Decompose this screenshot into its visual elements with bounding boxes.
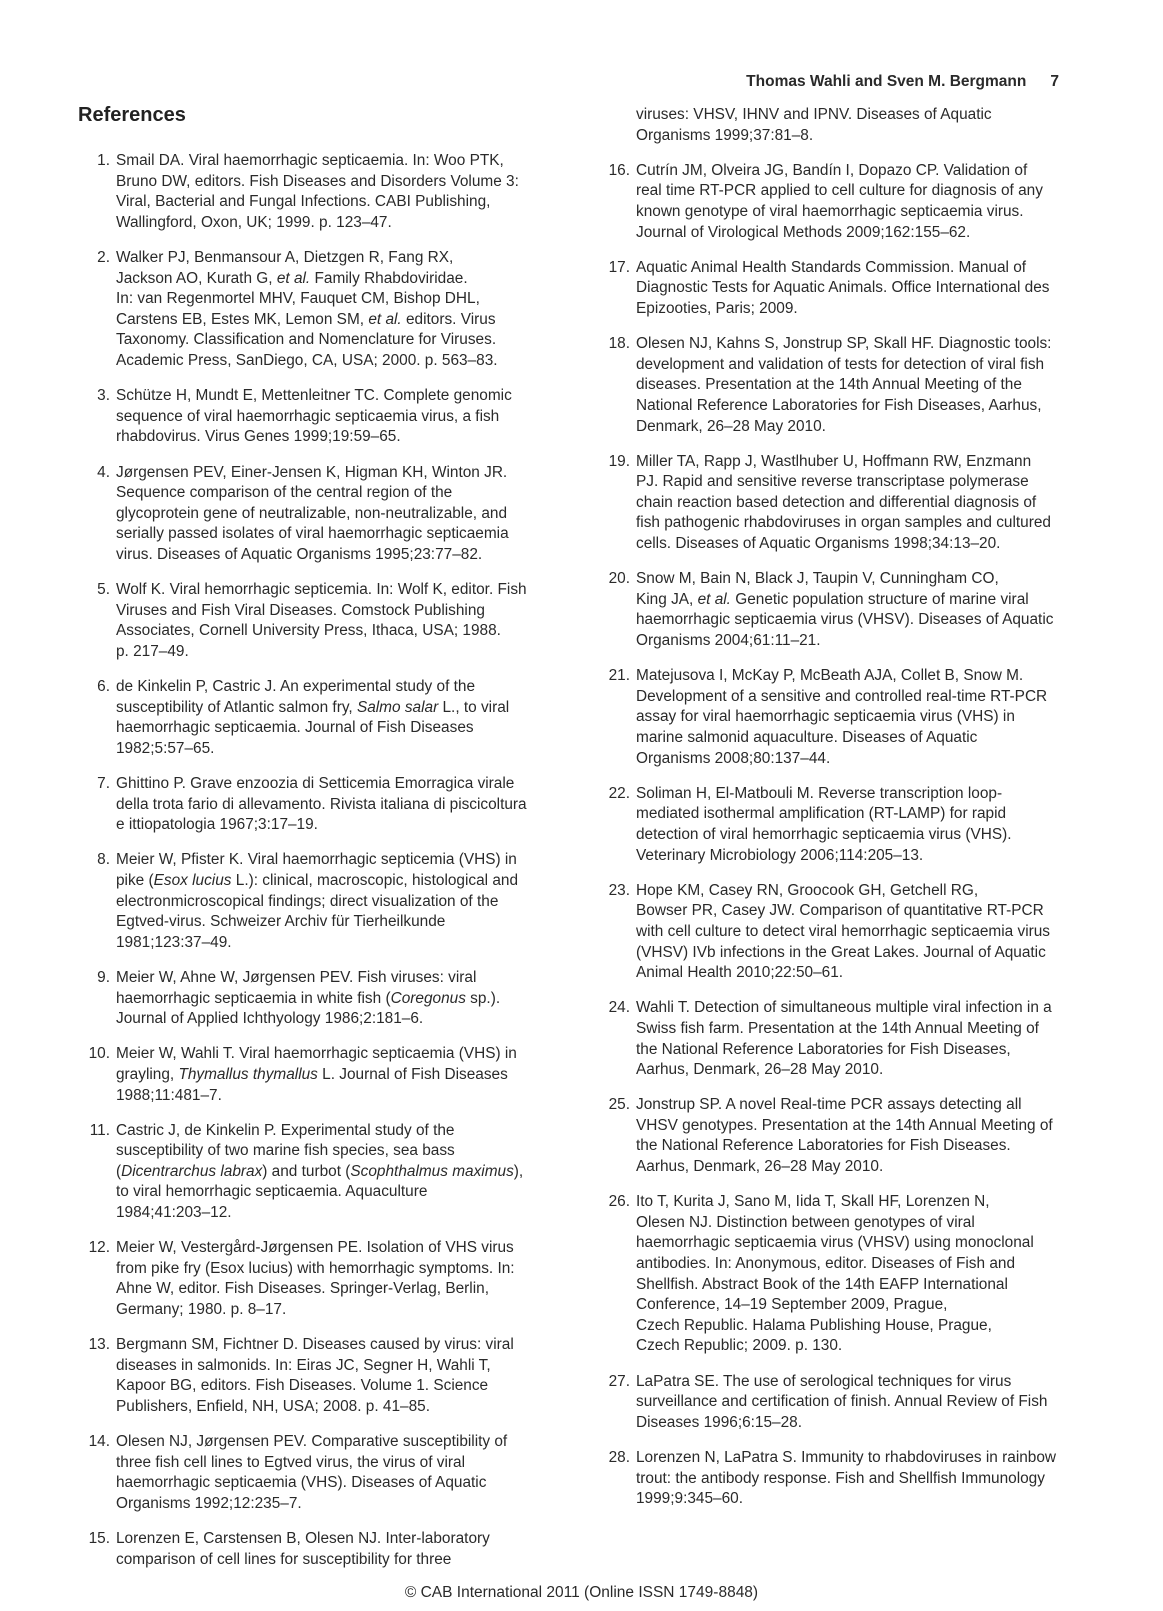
reference-text: Meier W, Vestergård-Jørgensen PE. Isolation of VHS virus from pike fry (Esox lucius) with hemorrhagic symptoms. In: Ahne W, editor. Fish Diseases. Springer-Verlag, Berlin, Germany; 1980. p. 8–17. <box>116 1239 515 1319</box>
reference-item <box>598 881 1092 984</box>
reference-text: Jonstrup SP. A novel Real-time PCR assays detecting all VHSV genotypes. Presentation at the 14th Annual Meeting of the National Reference Laboratories for Fish Diseases. Aarhus, Denmark, 26–28 May 2010. <box>636 1096 1053 1176</box>
reference-number: 18. <box>608 335 630 353</box>
reference-number: 22. <box>608 784 630 802</box>
reference-number: 10. <box>88 1045 110 1063</box>
reference-item <box>78 1432 570 1514</box>
references-list-left <box>78 151 570 1585</box>
reference-item <box>598 161 1092 243</box>
reference-continuation-text: viruses: VHSV, IHNV and IPNV. Diseases of Aquatic Organisms 1999;37:81–8. <box>636 106 992 144</box>
reference-text: Meier W, Pfister K. Viral haemorrhagic septicemia (VHS) in pike (Esox lucius L.): clinical, macroscopic, histological and electronmicroscopical findings; direct visualization of the Egtved-virus. Schweizer Archiv für Tierheilkunde 1981;123:37–49. <box>116 851 519 951</box>
reference-number: 13. <box>88 1336 110 1354</box>
reference-text: Ito T, Kurita J, Sano M, Iida T, Skall HF, Lorenzen N, Olesen NJ. Distinction between genotypes of viral haemorrhagic septicaemia virus (VHSV) using monoclonal antibodies. In: Anonymous, editor. Diseases of Fish and Shellfish. Abstract Book of the 14th EAFP International Conference, 14–19 September 2009, Prague, Czech Republic. Halama Publishing House, Prague, Czech Republic; 2009. p. 130. <box>636 1193 1034 1355</box>
reference-number: 12. <box>88 1239 110 1257</box>
running-head <box>746 73 1059 91</box>
reference-text: Aquatic Animal Health Standards Commission. Manual of Diagnostic Tests for Aquatic Animals. Office International des Epizooties, Paris; 2009. <box>636 258 1050 317</box>
reference-text: LaPatra SE. The use of serological techniques for virus surveillance and certification of finish. Annual Review of Fish Diseases 1996;6:15–28. <box>636 1372 1048 1431</box>
reference-item <box>78 1529 570 1570</box>
reference-text: Wahli T. Detection of simultaneous multiple viral infection in a Swiss fish farm. Presentation at the 14th Annual Meeting of the National Reference Laboratories for Fish Diseases, Aarhus, Denmark, 26–28 May 2010. <box>636 999 1052 1079</box>
reference-text: Ghittino P. Grave enzoozia di Setticemia Emorragica virale della trota fario di allevamento. Rivista italiana di piscicoltura e ittiopatologia 1967;3:17–19. <box>116 775 527 834</box>
reference-number: 2. <box>97 248 110 266</box>
reference-number: 20. <box>608 570 630 588</box>
reference-number: 3. <box>97 387 110 405</box>
references-list-right <box>598 105 1092 1524</box>
reference-number: 6. <box>97 678 110 696</box>
reference-item <box>78 386 570 448</box>
page-number: 7 <box>1050 73 1059 90</box>
reference-item <box>78 1238 570 1320</box>
reference-number: 26. <box>608 1193 630 1211</box>
reference-item <box>598 1372 1092 1434</box>
reference-text: Miller TA, Rapp J, Wastlhuber U, Hoffmann RW, Enzmann PJ. Rapid and sensitive reverse transcriptase polymerase chain reaction based detection and differential diagnosis of fish pathogenic rhabdoviruses in organ samples and cultured cells. Diseases of Aquatic Organisms 1998;34:13–20. <box>636 452 1051 553</box>
reference-number: 28. <box>608 1448 630 1466</box>
reference-item <box>78 1335 570 1417</box>
reference-text: Hope KM, Casey RN, Groocook GH, Getchell RG, Bowser PR, Casey JW. Comparison of quantitative RT-PCR with cell culture to detect viral hemorrhagic septicaemia virus (VHSV) IVb infections in the Great Lakes. Journal of Aquatic Animal Health 2010;22:50–61. <box>636 881 1051 982</box>
reference-text: Cutrín JM, Olveira JG, Bandín I, Dopazo CP. Validation of real time RT-PCR applied to cell culture for diagnosis of any known genotype of viral haemorrhagic septicaemia virus. Journal of Virological Methods 2009;162:155–62. <box>636 161 1043 241</box>
reference-item <box>78 677 570 759</box>
reference-text: Olesen NJ, Kahns S, Jonstrup SP, Skall HF. Diagnostic tools: development and validation of tests for detection of viral fish diseases. Presentation at the 14th Annual Meeting of the National Reference Laboratories for Fish Diseases, Aarhus, Denmark, 26–28 May 2010. <box>636 335 1052 435</box>
reference-item <box>78 151 570 233</box>
reference-item <box>598 334 1092 437</box>
reference-item <box>78 774 570 836</box>
reference-text: Smail DA. Viral haemorrhagic septicaemia. In: Woo PTK, Bruno DW, editors. Fish Diseases and Disorders Volume 3: Viral, Bacterial and Fungal Infections. CABI Publishing, Wallingford, Oxon, UK; 1999. p. 123–47. <box>116 152 519 231</box>
reference-item <box>598 1448 1092 1510</box>
reference-number: 4. <box>97 463 110 481</box>
reference-text: Walker PJ, Benmansour A, Dietzgen R, Fang RX, Jackson AO, Kurath G, et al. Family Rhabdoviridae. In: van Regenmortel MHV, Fauquet CM, Bishop DHL, Carstens EB, Estes MK, Lemon SM, et al. editors. Virus Taxonomy. Classification and Nomenclature for Viruses. Academic Press, SanDiego, CA, USA; 2000. p. 563–83. <box>116 248 498 369</box>
reference-number: 9. <box>97 968 110 986</box>
reference-number: 5. <box>97 581 110 599</box>
reference-number: 17. <box>608 258 630 276</box>
reference-text: Castric J, de Kinkelin P. Experimental study of the susceptibility of two marine fish species, sea bass (Dicentrarchus labrax) and turbot (Scophthalmus maximus), to viral hemorrhagic septicaemia. Aquaculture 1984;41:203–12. <box>116 1121 524 1222</box>
reference-number: 21. <box>608 667 630 685</box>
reference-number: 16. <box>608 161 630 179</box>
reference-text: Jørgensen PEV, Einer-Jensen K, Higman KH, Winton JR. Sequence comparison of the central region of the glycoprotein gene of neutralizable, non-neutralizable, and serially passed isolates of viral haemorrhagic septicaemia virus. Diseases of Aquatic Organisms 1995;23:77–82. <box>116 463 509 563</box>
reference-item <box>598 784 1092 866</box>
reference-text: Wolf K. Viral hemorrhagic septicemia. In: Wolf K, editor. Fish Viruses and Fish Viral Diseases. Comstock Publishing Associates, Cornell University Press, Ithaca, USA; 1988. p. 217–49. <box>116 581 527 660</box>
reference-number: 8. <box>97 851 110 869</box>
reference-text: Meier W, Ahne W, Jørgensen PEV. Fish viruses: viral haemorrhagic septicaemia in white fish (Coregonus sp.). Journal of Applied Ichthyology 1986;2:181–6. <box>116 968 501 1028</box>
reference-text: Bergmann SM, Fichtner D. Diseases caused by virus: viral diseases in salmonids. In: Eiras JC, Segner H, Wahli T, Kapoor BG, editors. Fish Diseases. Volume 1. Science Publishers, Enfield, NH, USA; 2008. p. 41–85. <box>116 1336 514 1415</box>
reference-number: 7. <box>97 775 110 792</box>
reference-continuation <box>598 105 1092 146</box>
reference-text: Matejusova I, McKay P, McBeath AJA, Collet B, Snow M. Development of a sensitive and controlled real-time RT-PCR assay for viral haemorrhagic septicaemia virus (VHS) in marine salmonid aquaculture. Diseases of Aquatic Organisms 2008;80:137–44. <box>636 667 1048 767</box>
reference-text: Lorenzen N, LaPatra S. Immunity to rhabdoviruses in rainbow trout: the antibody response. Fish and Shellfish Immunology 1999;9:345–60. <box>636 1448 1057 1508</box>
reference-item <box>598 998 1092 1080</box>
reference-number: 15. <box>88 1530 110 1548</box>
reference-number: 14. <box>88 1433 110 1451</box>
reference-item <box>598 666 1092 769</box>
reference-item <box>78 248 570 372</box>
reference-text: de Kinkelin P, Castric J. An experimental study of the susceptibility of Atlantic salmon fry, Salmo salar L., to viral haemorrhagic septicaemia. Journal of Fish Diseases 1982;5:57–65. <box>116 678 510 757</box>
reference-item <box>78 850 570 953</box>
reference-number: 19. <box>608 452 630 470</box>
reference-item <box>598 452 1092 555</box>
reference-number: 24. <box>608 999 630 1017</box>
reference-number: 23. <box>608 881 630 899</box>
reference-number: 1. <box>97 152 110 169</box>
reference-item <box>598 1095 1092 1177</box>
reference-item <box>78 1044 570 1106</box>
reference-text: Soliman H, El-Matbouli M. Reverse transcription loop- mediated isothermal amplification (RT-LAMP) for rapid detection of viral hemorrhagic septicaemia virus (VHS). Veterinary Microbiology 2006;114:205–13. <box>636 784 1012 864</box>
copyright-footer: © CAB International 2011 (Online ISSN 1749-8848) <box>404 1584 759 1601</box>
reference-text: Schütze H, Mundt E, Mettenleitner TC. Complete genomic sequence of viral haemorrhagic septicaemia virus, a fish rhabdovirus. Virus Genes 1999;19:59–65. <box>116 387 512 446</box>
reference-text: Meier W, Wahli T. Viral haemorrhagic septicaemia (VHS) in grayling, Thymallus thymallus L. Journal of Fish Diseases 1988;11:481–7. <box>116 1045 517 1104</box>
reference-text: Lorenzen E, Carstensen B, Olesen NJ. Inter-laboratory comparison of cell lines for susceptibility for three <box>116 1530 490 1568</box>
reference-text: Snow M, Bain N, Black J, Taupin V, Cunningham CO, King JA, et al. Genetic population structure of marine viral haemorrhagic septicaemia virus (VHSV). Diseases of Aquatic Organisms 2004;61:11–21. <box>636 570 1054 650</box>
reference-number: 25. <box>608 1096 630 1114</box>
reference-item <box>598 1192 1092 1357</box>
reference-text: Olesen NJ, Jørgensen PEV. Comparative susceptibility of three fish cell lines to Egtved virus, the virus of viral haemorrhagic septicaemia (VHS). Diseases of Aquatic Organisms 1992;12:235–7. <box>116 1433 508 1512</box>
reference-item <box>78 463 570 566</box>
reference-item <box>598 569 1092 651</box>
reference-item <box>78 580 570 662</box>
reference-item <box>78 1121 570 1224</box>
reference-number: 11. <box>89 1121 110 1139</box>
running-head-authors: Thomas Wahli and Sven M. Bergmann <box>746 73 1027 90</box>
reference-item <box>78 968 570 1030</box>
reference-number: 27. <box>608 1372 630 1390</box>
reference-item <box>598 258 1092 320</box>
references-heading: References <box>78 104 186 126</box>
